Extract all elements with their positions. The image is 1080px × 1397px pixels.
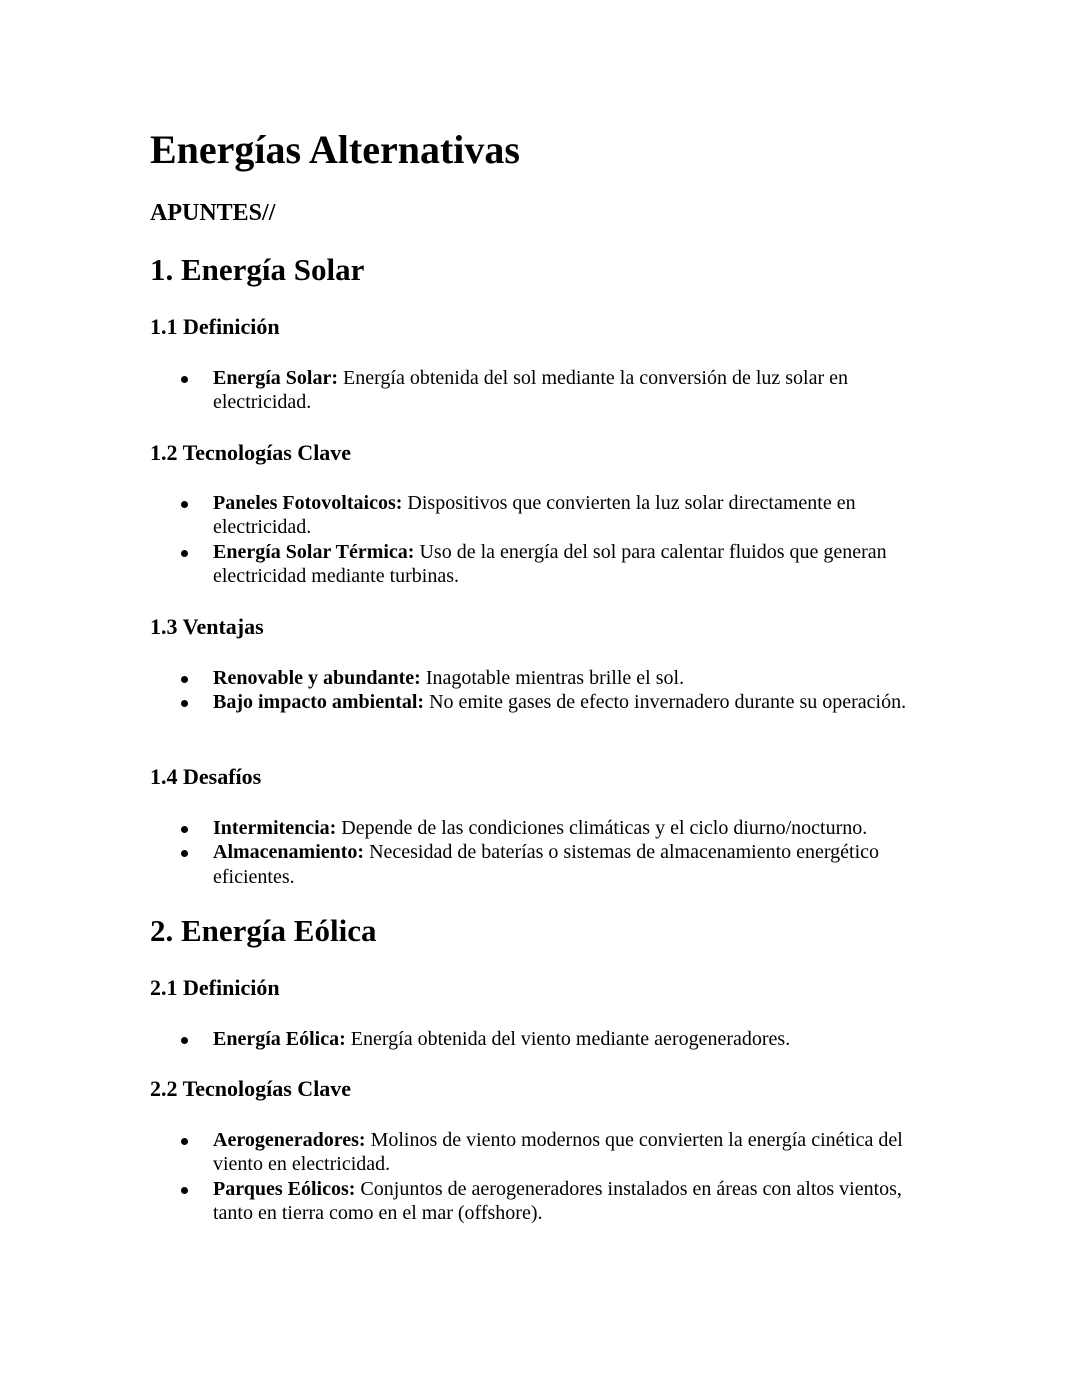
item-text: No emite gases de efecto invernadero durante su operación.: [424, 691, 907, 714]
list-item: [150, 366, 940, 415]
item-term: Bajo impacto ambiental:: [213, 691, 425, 714]
bullet-icon: [181, 1037, 188, 1044]
subsection-heading: 1.4 Desafíos: [150, 764, 262, 789]
bullet-list: [150, 816, 940, 889]
list-item: [150, 1128, 940, 1177]
bullet-list: [150, 366, 940, 415]
bullet-icon: [181, 1187, 188, 1194]
list-item: [150, 491, 940, 540]
item-term: Renovable y abundante:: [213, 667, 421, 689]
subsection-heading: 2.1 Definición: [150, 975, 280, 1000]
bullet-list: [150, 1128, 940, 1226]
item-term: Aerogeneradores:: [213, 1129, 366, 1151]
item-text: Uso de la energía del sol para calentar fluidos que generan electricidad mediante turbinas.: [213, 540, 887, 588]
bullet-icon: [181, 676, 188, 683]
item-term: Energía Eólica:: [213, 1028, 346, 1050]
bullet-icon: [181, 1138, 188, 1145]
subsection-heading: 2.2 Tecnologías Clave: [150, 1076, 352, 1101]
bullet-icon: [181, 550, 188, 557]
list-item: [150, 840, 940, 889]
item-text: Energía obtenida del viento mediante aerogeneradores.: [345, 1028, 791, 1050]
list-item: [150, 666, 940, 690]
item-text: Energía obtenida del sol mediante la conversión de luz solar en electricidad.: [213, 367, 849, 414]
item-term: Paneles Fotovoltaicos:: [213, 492, 403, 514]
item-text: Conjuntos de aerogeneradores instalados en áreas con altos vientos, tanto en tierra como en el mar (offshore).: [213, 1177, 902, 1225]
item-text: Molinos de viento modernos que convierten la energía cinética del viento en electricidad.: [213, 1129, 903, 1176]
subsection-heading: 1.1 Definición: [150, 314, 280, 339]
item-term: Energía Solar Térmica:: [213, 540, 415, 563]
list-item: [150, 1177, 940, 1226]
list-item: [150, 1027, 940, 1051]
item-text: Inagotable mientras brille el sol.: [420, 667, 685, 689]
document-subtitle: APUNTES//: [150, 200, 276, 226]
subsection-heading: 1.3 Ventajas: [150, 614, 264, 639]
bullet-icon: [181, 700, 188, 707]
section-heading: 2. Energía Eólica: [150, 913, 377, 948]
bullet-icon: [181, 850, 188, 857]
item-text: Dispositivos que convierten la luz solar directamente en electricidad.: [213, 492, 856, 539]
bullet-icon: [181, 376, 188, 383]
section-heading: 1. Energía Solar: [150, 252, 365, 287]
bullet-list: [150, 666, 940, 715]
document-title: Energías Alternativas: [150, 127, 520, 172]
item-term: Almacenamiento:: [213, 841, 365, 864]
list-item: [150, 690, 940, 714]
bullet-list: [150, 491, 940, 589]
item-term: Intermitencia:: [213, 817, 337, 839]
item-term: Energía Solar:: [213, 367, 338, 389]
item-text: Necesidad de baterías o sistemas de almacenamiento energético eficientes.: [213, 841, 880, 888]
list-item: [150, 816, 940, 840]
bullet-icon: [181, 501, 188, 508]
list-item: [150, 540, 940, 589]
bullet-icon: [181, 826, 188, 833]
item-text: Depende de las condiciones climáticas y el ciclo diurno/nocturno.: [336, 817, 868, 839]
subsection-heading: 1.2 Tecnologías Clave: [150, 440, 352, 465]
item-term: Parques Eólicos:: [213, 1177, 356, 1200]
bullet-list: [150, 1027, 940, 1051]
